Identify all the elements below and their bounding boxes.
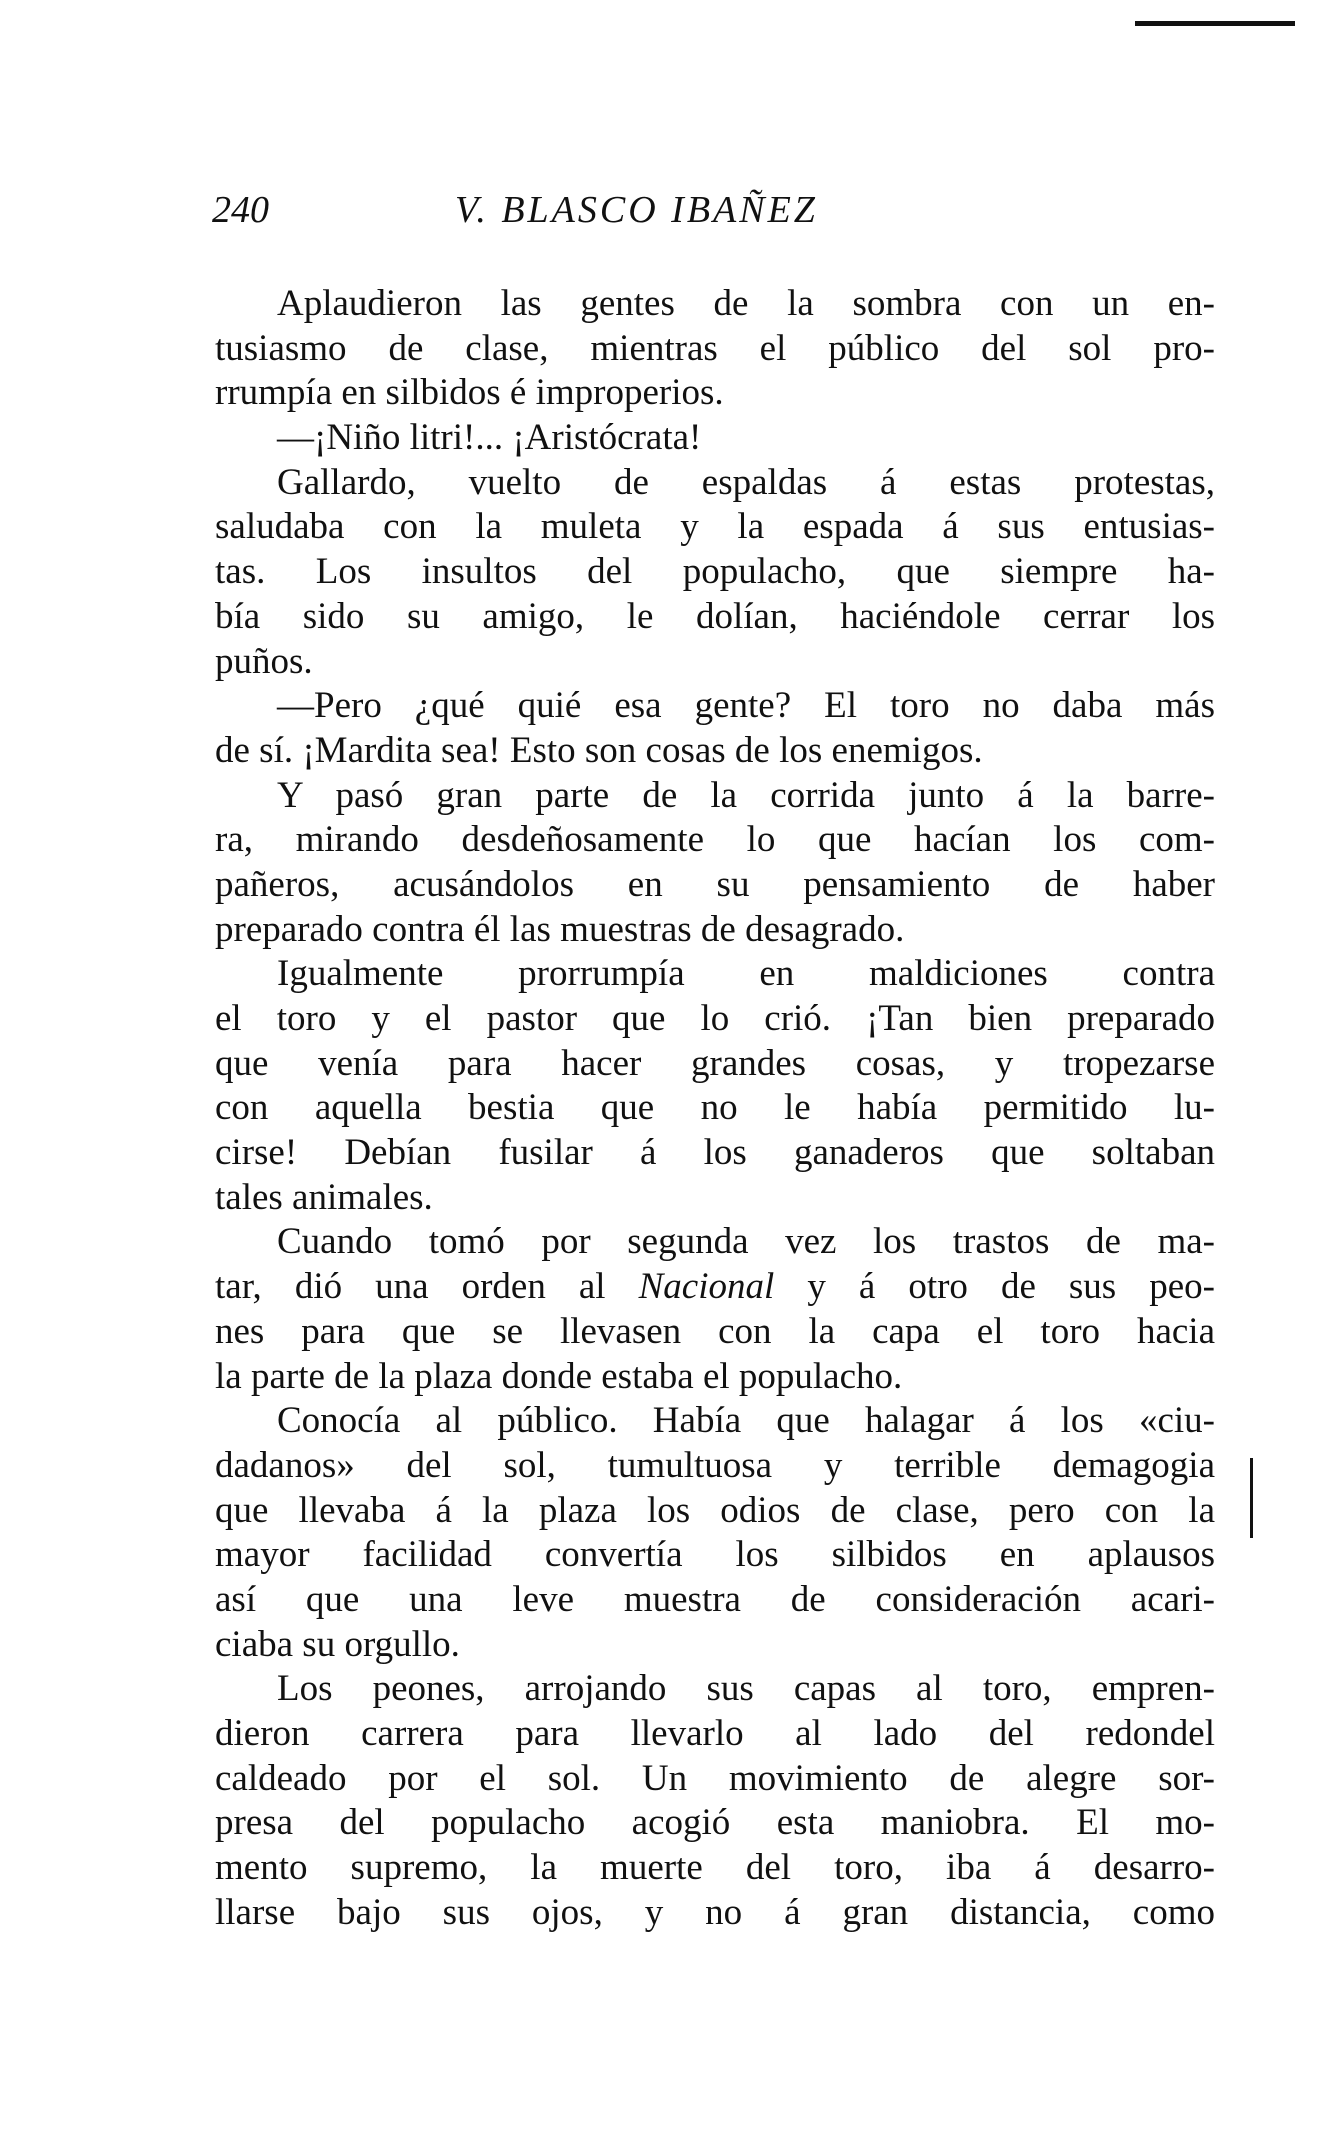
text-line: el toro y el pastor que lo crió. ¡Tan bien preparado xyxy=(215,998,1215,1039)
italic-term: Nacional xyxy=(638,1266,775,1308)
text-line xyxy=(215,1265,1215,1310)
text-line: dieron carrera para llevarlo al lado del redondel xyxy=(215,1713,1215,1754)
text-line: que venía para hacer grandes cosas, y tropezarse xyxy=(215,1042,1215,1084)
text-line: la parte de la plaza donde estaba el populacho. xyxy=(215,1355,903,1397)
text-line: nes para que se llevasen con la capa el toro hacia xyxy=(215,1310,1215,1352)
text-line: rrumpía en silbidos é improperios. xyxy=(215,372,724,414)
text-line: mayor facilidad convertía los silbidos en aplausos xyxy=(215,1534,1215,1576)
text-line: Gallardo, vuelto de espaldas á estas protestas, xyxy=(277,461,1215,503)
text-line: pañeros, acusándolos en su pensamiento de haber xyxy=(215,863,1215,905)
text-line: dadanos» del sol, tumultuosa y terrible demagogia xyxy=(215,1444,1215,1486)
text-line: llarse bajo sus ojos, y no á gran distancia, como xyxy=(215,1891,1215,1933)
text-line: preparado contra él las muestras de desagrado. xyxy=(215,908,905,950)
text-line: tas. Los insultos del populacho, que siempre ha- xyxy=(215,551,1215,593)
text-line: de sí. ¡Mardita sea! Esto son cosas de los enemigos. xyxy=(215,729,983,771)
page-number: 240 xyxy=(212,189,269,231)
text-line: Y pasó gran parte de la corrida junto á la barre- xyxy=(277,774,1215,816)
text-line: puños. xyxy=(215,640,313,682)
text-line: mento supremo, la muerte del toro, iba á desarro- xyxy=(215,1847,1215,1889)
margin-bracket-mark xyxy=(1250,1458,1253,1538)
text-segment: tar, dió una orden al xyxy=(215,1266,639,1308)
text-line: que llevaba á la plaza los odios de clase, pero con la xyxy=(215,1489,1215,1531)
running-head: V. BLASCO IBAÑEZ xyxy=(455,189,818,231)
text-segment: y á otro de sus peo- xyxy=(774,1266,1215,1308)
text-line: bía sido su amigo, le dolían, haciéndole cerrar los xyxy=(215,595,1215,637)
text-line: ciaba su orgullo. xyxy=(215,1623,460,1665)
text-line: presa del populacho acogió esta maniobra. El mo- xyxy=(215,1802,1215,1844)
text-line: caldeado por el sol. Un movimiento de alegre sor- xyxy=(215,1757,1215,1799)
text-line: Cuando tomó por segunda vez los trastos de ma- xyxy=(277,1221,1215,1263)
text-line: Igualmente prorrumpía en maldiciones contra xyxy=(277,953,1215,995)
text-line: Conocía al público. Había que halagar á los «ciu- xyxy=(277,1400,1215,1442)
text-line: así que una leve muestra de consideración acari- xyxy=(215,1578,1215,1620)
text-line: Los peones, arrojando sus capas al toro, empren- xyxy=(277,1668,1215,1710)
body-text xyxy=(215,282,1215,1935)
text-line: tusiasmo de clase, mientras el público del sol pro- xyxy=(215,327,1215,369)
text-line: ra, mirando desdeñosamente lo que hacían los com- xyxy=(215,819,1215,861)
text-line: —¡Niño litri!... ¡Aristócrata! xyxy=(277,417,702,459)
text-line: con aquella bestia que no le había permitido lu- xyxy=(215,1087,1215,1129)
scan-edge-mark xyxy=(1135,21,1295,26)
text-line: saludaba con la muleta y la espada á sus entusias- xyxy=(215,506,1215,548)
text-line: tales animales. xyxy=(215,1176,433,1218)
text-line: Aplaudieron las gentes de la sombra con un en- xyxy=(277,283,1215,324)
text-line: —Pero ¿qué quié esa gente? El toro no daba más xyxy=(277,685,1215,727)
text-line: cirse! Debían fusilar á los ganaderos que soltaban xyxy=(215,1132,1215,1174)
